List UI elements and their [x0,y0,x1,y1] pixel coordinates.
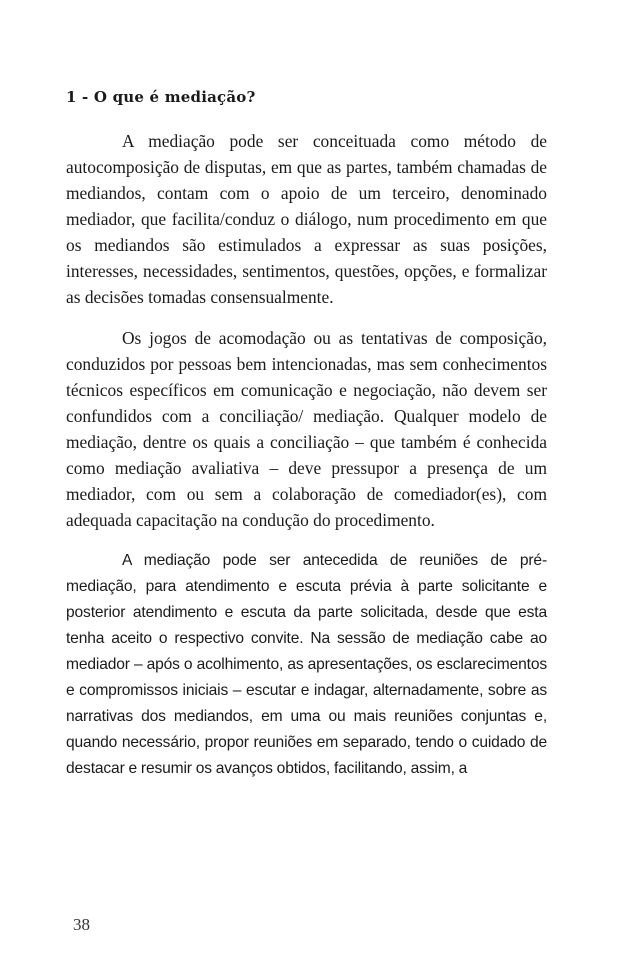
page-number: 38 [73,915,90,934]
paragraph-pre-mediation: A mediação pode ser antecedida de reuniões de pré-mediação, para atendimento e escuta prévia à parte solicitante e posterior atendimento e escuta da parte solicitada, desde que esta tenha aceito o respectivo convite. Na sessão de mediação cabe ao mediador – após o acolhimento, as apresentações, os esclarecimentos e compromissos iniciais – escutar e indagar, alternadamente, sobre as narrativas dos mediandos, em uma ou mais reuniões conjuntas e, quando necessário, propor reuniões em separado, tendo o cuidado de destacar e resumir os avanços obtidos, facilitando, assim, a [66,552,547,777]
section-heading: 1 - O que é mediação? [66,88,256,106]
paragraph-definition: A mediação pode ser conceituada como método de autocomposição de disputas, em que as partes, também chamadas de mediandos, contam com o apoio de um terceiro, denominado mediador, que facilita/conduz o diálogo, num procedimento em que os mediandos são estimulados a expressar as suas posições, interesses, necessidades, sentimentos, questões, opções, e formalizar as decisões tomadas consensualmente. [66,131,547,307]
page-content [66,88,547,782]
paragraph-accommodation: Os jogos de acomodação ou as tentativas de composição, conduzidos por pessoas bem intencionadas, mas sem conhecimentos técnicos específicos em comunicação e negociação, não devem ser confundidos com a conciliação/ mediação. Qualquer modelo de mediação, dentre os quais a conciliação – que também é conhecida como mediação avaliativa – deve pressupor a presença de um mediador, com ou sem a colaboração de comediador(es), com adequada capacitação na condução do procedimento. [66,328,547,530]
